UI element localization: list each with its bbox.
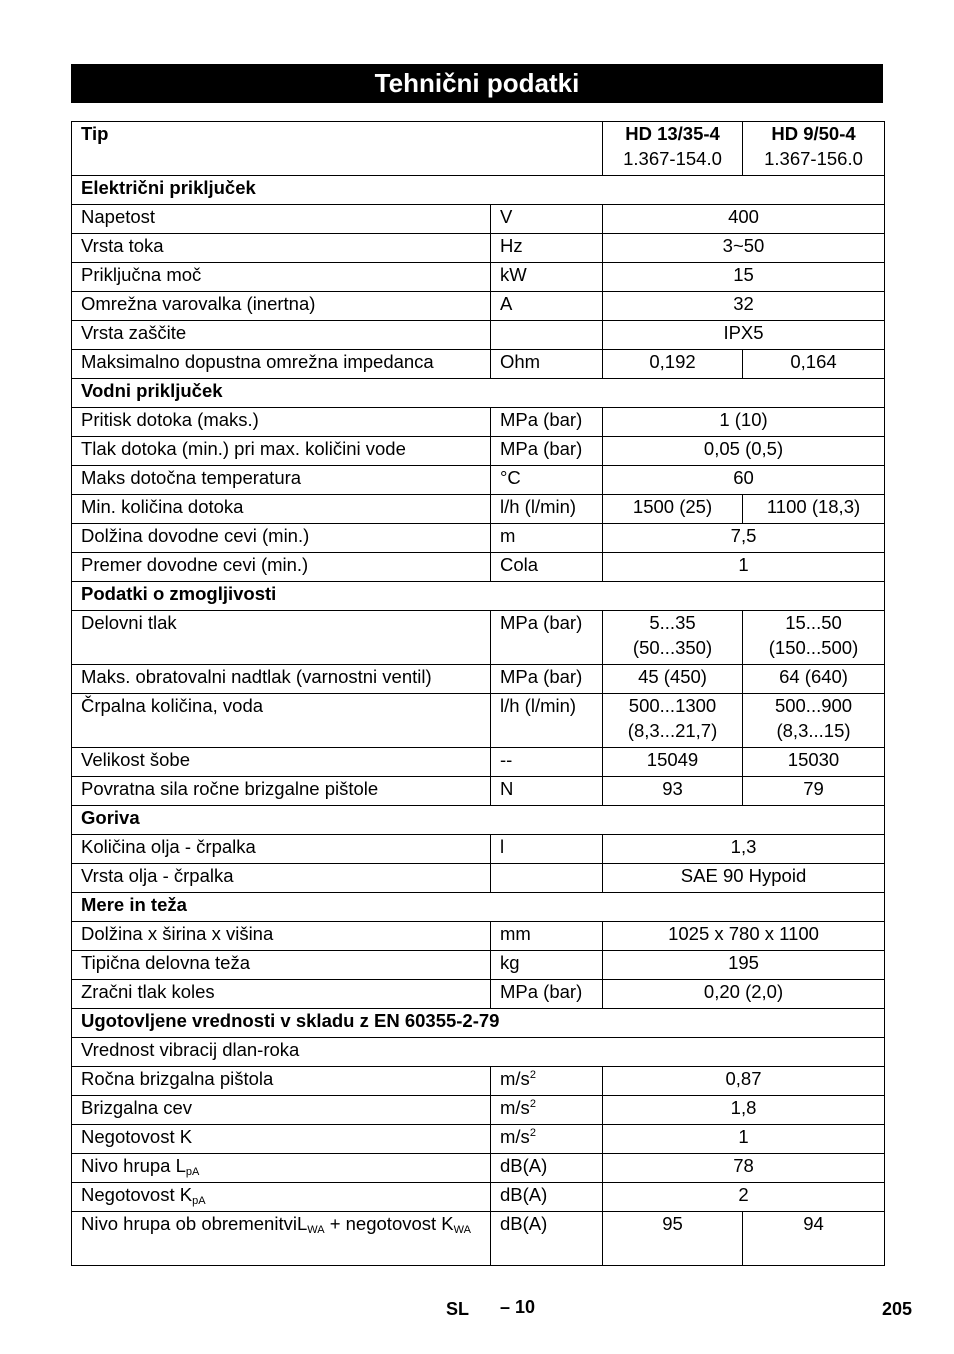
table-row: Tipična delovna teža kg 195 <box>72 951 885 980</box>
table-row: Dolžina x širina x višina mm 1025 x 780 x 1100 <box>72 922 885 951</box>
table-row: Količina olja - črpalka l 1,3 <box>72 835 885 864</box>
table-row: Maks. obratovalni nadtlak (varnostni ventil) MPa (bar) 45 (450) 64 (640) <box>72 665 885 694</box>
table-row: Pritisk dotoka (maks.) MPa (bar) 1 (10) <box>72 408 885 437</box>
table-row: Delovni tlak MPa (bar) 5...35 (50...350) 15...50 (150...500) <box>72 611 885 665</box>
section-performance: Podatki o zmogljivosti <box>72 582 885 611</box>
table-row: Dolžina dovodne cevi (min.) m 7,5 <box>72 524 885 553</box>
table-row: Maks dotočna temperatura °C 60 <box>72 466 885 495</box>
section-measured: Ugotovljene vrednosti v skladu z EN 60355-2-79 <box>72 1009 885 1038</box>
table-row: Velikost šobe -- 15049 15030 <box>72 748 885 777</box>
table-row: Vrsta toka Hz 3~50 <box>72 234 885 263</box>
table-row: Negotovost K $m/s^2$ 1 <box>72 1125 885 1154</box>
table-row: Negotovost $K_{pA}$ dB(A) 2 <box>72 1183 885 1212</box>
table-row: Povratna sila ročne brizgalne pištole N 93 79 <box>72 777 885 806</box>
table-row: Premer dovodne cevi (min.) Cola 1 <box>72 553 885 582</box>
table-row: Tlak dotoka (min.) pri max. količini vode MPa (bar) 0,05 (0,5) <box>72 437 885 466</box>
page-title: Tehnični podatki <box>71 64 883 103</box>
table-row: Priključna moč kW 15 <box>72 263 885 292</box>
footer-language: SL <box>446 1299 470 1319</box>
table-row: Maksimalno dopustna omrežna impedanca Ohm 0,192 0,164 <box>72 350 885 379</box>
section-fuels: Goriva <box>72 806 885 835</box>
section-dimensions: Mere in teža <box>72 893 885 922</box>
subsection-vibration: Vrednost vibracij dlan-roka <box>72 1038 885 1067</box>
table-row: Vrsta zaščite IPX5 <box>72 321 885 350</box>
section-electrical: Električni priključek <box>72 176 885 205</box>
spec-table <box>71 121 885 1266</box>
table-row: Brizgalna cev $m/s^2$ 1,8 <box>72 1096 885 1125</box>
table-row: Napetost V 400 <box>72 205 885 234</box>
table-row: Nivo hrupa ob obremenitviL$_{WA}$ + negotovost $K_{WA}$ dB(A) 95 94 <box>72 1212 885 1266</box>
table-row: Ročna brizgalna pištola $m/s^2$ 0,87 <box>72 1067 885 1096</box>
section-water: Vodni priključek <box>72 379 885 408</box>
table-row: Zračni tlak koles MPa (bar) 0,20 (2,0) <box>72 980 885 1009</box>
model-1: HD 13/35-4 1.367-154.0 <box>603 122 743 176</box>
type-label: Tip <box>72 122 603 176</box>
model-2: HD 9/50-4 1.367-156.0 <box>743 122 885 176</box>
table-row: Nivo hrupa $L_{pA}$ dB(A) 78 <box>72 1154 885 1183</box>
table-row: Vrsta olja - črpalka SAE 90 Hypoid <box>72 864 885 893</box>
table-row: Min. količina dotoka l/h (l/min) 1500 (25) 1100 (18,3) <box>72 495 885 524</box>
footer-local-page: – 10 <box>500 1297 536 1317</box>
table-row: Črpalna količina, voda l/h (l/min) 500...1300 (8,3...21,7) 500...900 (8,3...15) <box>72 694 885 748</box>
table-header-row <box>72 122 885 176</box>
table-row: Omrežna varovalka (inertna) A 32 <box>72 292 885 321</box>
footer-page-number: 205 <box>881 1299 912 1319</box>
